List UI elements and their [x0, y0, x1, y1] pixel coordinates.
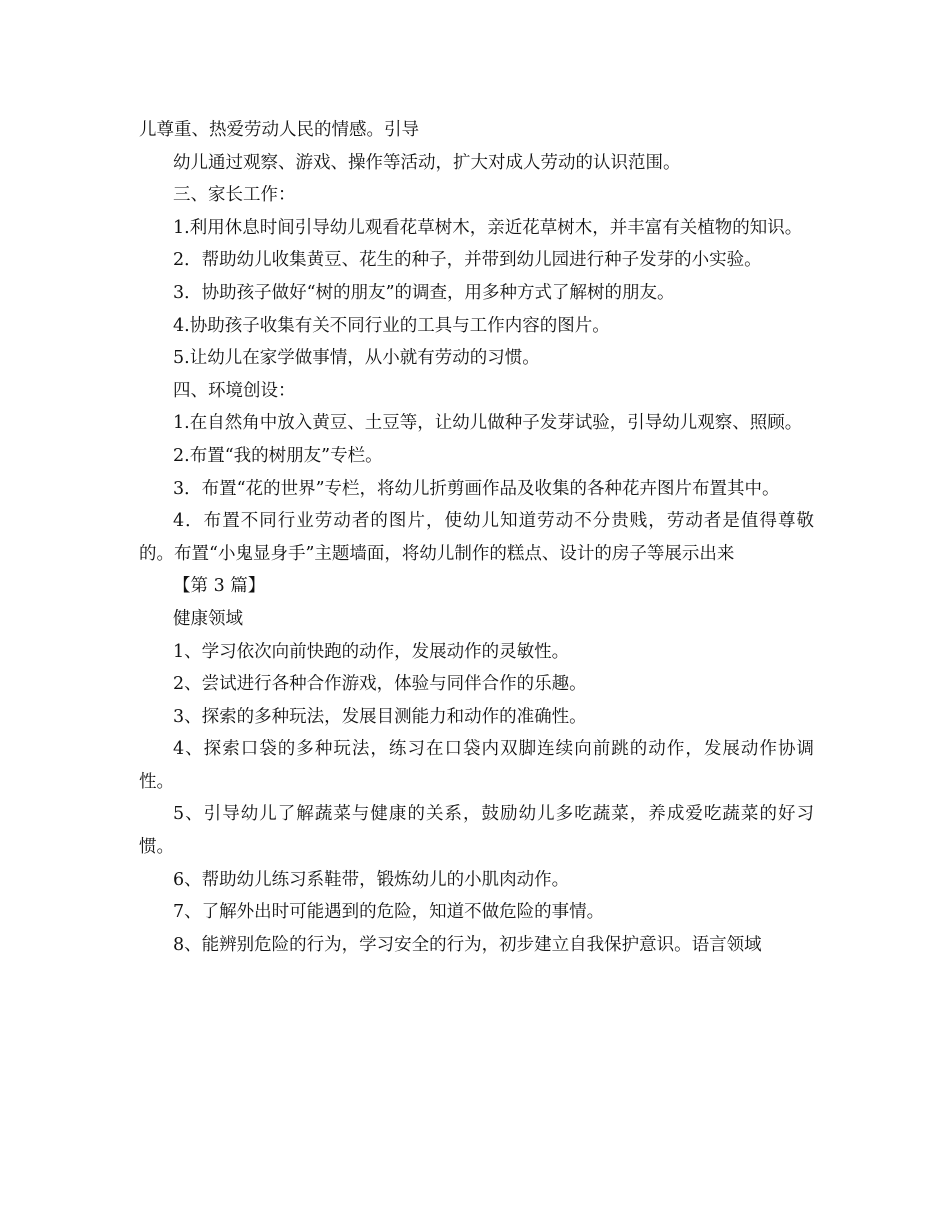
paragraph: 1.利用休息时间引导幼儿观看花草树木，亲近花草树木，并丰富有关植物的知识。: [173, 217, 803, 238]
paragraph: 5.让幼儿在家学做事情，从小就有劳动的习惯。: [173, 348, 540, 369]
section-heading: 健康领域: [173, 608, 243, 629]
paragraph: 4.协助孩子收集有关不同行业的工具与工作内容的图片。: [173, 315, 610, 336]
chapter-heading: 【第 3 篇】: [173, 576, 266, 597]
paragraph: 3．布置“花的世界”专栏，将幼儿折剪画作品及收集的各种花卉图片布置其中。: [173, 478, 780, 499]
paragraph: 1、学习依次向前快跑的动作，发展动作的灵敏性。: [173, 641, 570, 662]
paragraph: 6、帮助幼儿练习系鞋带，锻炼幼儿的小肌肉动作。: [173, 869, 570, 890]
paragraph: 2．帮助幼儿收集黄豆、花生的种子，并带到幼儿园进行种子发芽的小实验。: [173, 250, 762, 271]
paragraph: 3．协助孩子做好“树的朋友”的调查，用多种方式了解树的朋友。: [173, 282, 675, 303]
section-heading: 四、环境创设：: [173, 380, 296, 401]
paragraph: 儿尊重、热爱劳动人民的情感。引导: [139, 120, 419, 140]
paragraph: 幼儿通过观察、游戏、操作等活动，扩大对成人劳动的认识范围。: [173, 152, 681, 173]
paragraph: 2、尝试进行各种合作游戏，体验与同伴合作的乐趣。: [173, 674, 587, 695]
paragraph: 5、引导幼儿了解蔬菜与健康的关系，鼓励幼儿多吃蔬菜，养成爱吃蔬菜的好习惯。: [139, 804, 814, 858]
paragraph: 1.在自然角中放入黄豆、土豆等，让幼儿做种子发芽试验，引导幼儿观察、照顾。: [173, 413, 803, 434]
document-body: [139, 114, 814, 961]
paragraph: 2.布置“我的树朋友”专栏。: [173, 445, 383, 466]
paragraph: 4．布置不同行业劳动者的图片，使幼儿知道劳动不分贵贱，劳动者是值得尊敬的。布置“小鬼显身手”主题墙面，将幼儿制作的糕点、设计的房子等展示出来: [139, 511, 814, 564]
paragraph: 4、探索口袋的多种玩法，练习在口袋内双脚连续向前跳的动作，发展动作协调性。: [139, 739, 814, 792]
section-heading: 三、家长工作：: [173, 185, 296, 206]
paragraph: 8、能辨别危险的行为，学习安全的行为，初步建立自我保护意识。语言领域: [173, 934, 762, 955]
paragraph: 7、了解外出时可能遇到的危险，知道不做危险的事情。: [173, 902, 605, 923]
paragraph: 3、探索的多种玩法，发展目测能力和动作的准确性。: [173, 706, 587, 727]
